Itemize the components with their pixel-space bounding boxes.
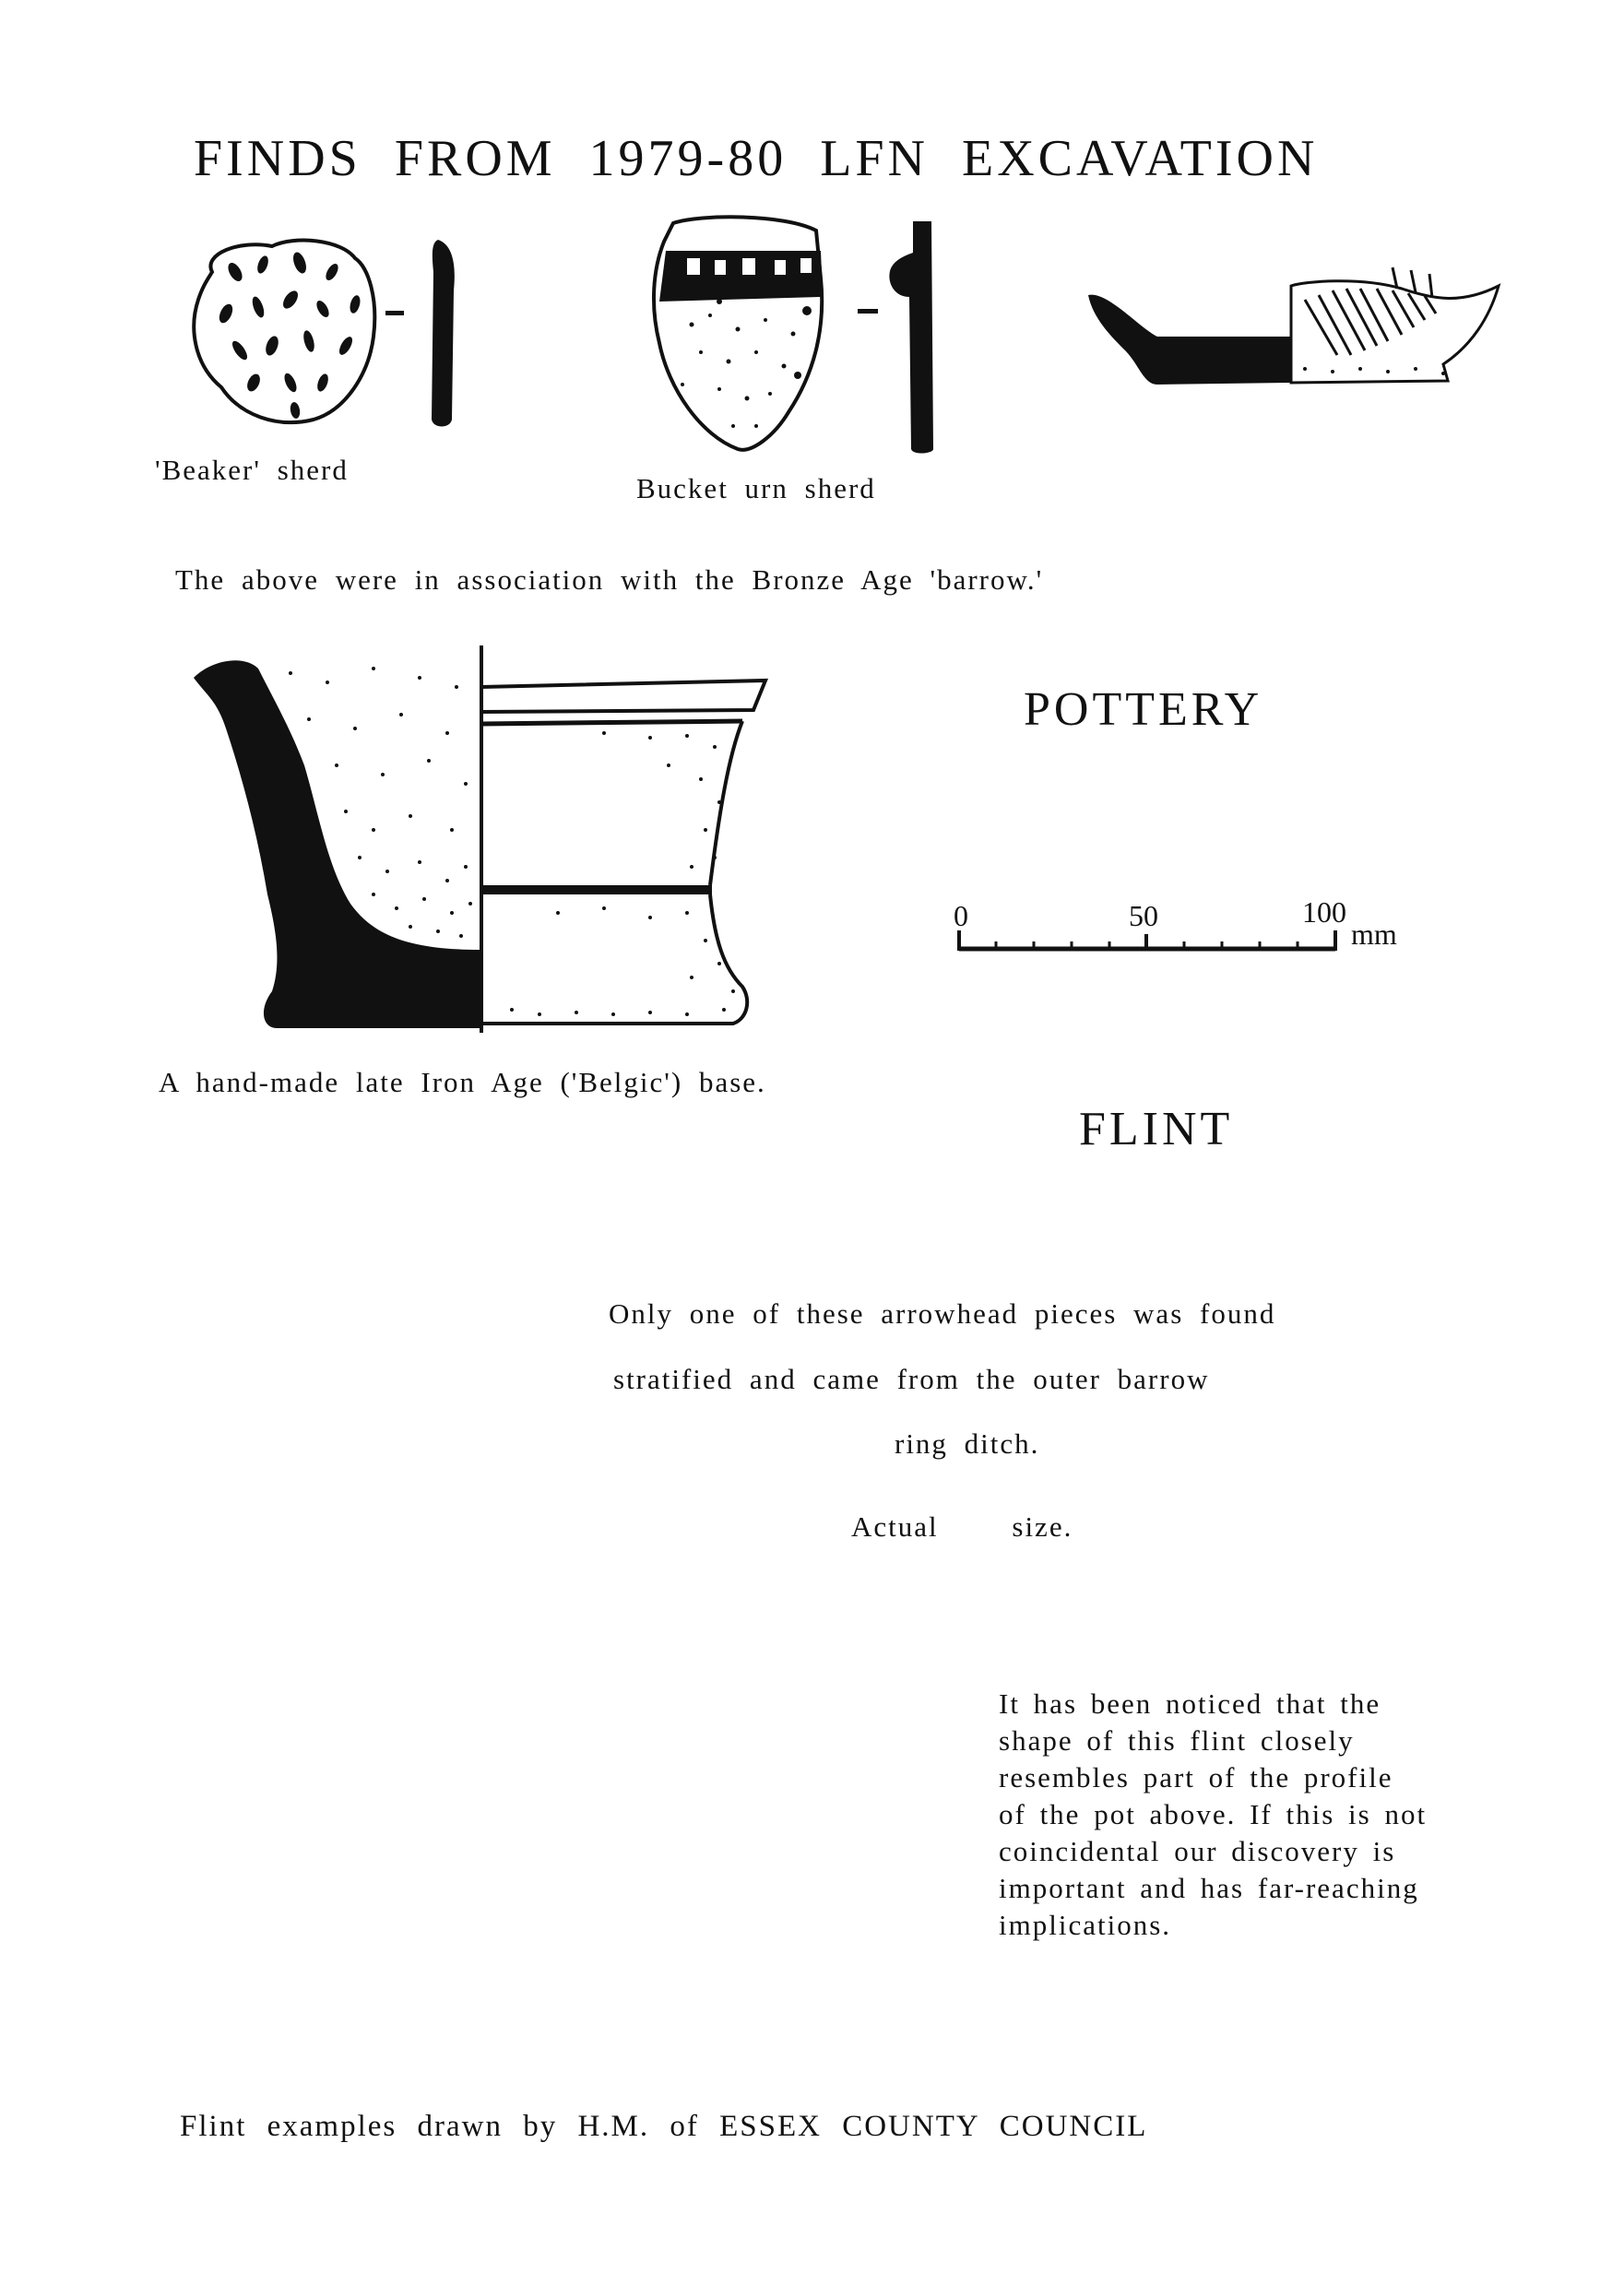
base-fragment-drawing [1084,263,1508,401]
bucket-urn-sherd-drawing [636,214,968,463]
scale-tick-label: 50 [1129,899,1158,932]
scale-tick-label: 100 [1302,895,1346,929]
iron-age-base-caption: A hand-made late Iron Age ('Belgic') base. [159,1066,766,1098]
association-caption: The above were in association with the Bronze Age 'barrow.' [175,563,1044,596]
beaker-sherd-drawing [184,235,498,433]
note-line: It has been noticed that the [999,1687,1381,1720]
beaker-sherd-caption: 'Beaker' sherd [155,454,349,486]
flint-text-line: Only one of these arrowhead pieces was found [609,1297,1276,1330]
note-line: implications. [999,1909,1172,1941]
credit-line: Flint examples drawn by H.M. of ESSEX COUNTY COUNCIL [180,2110,1148,2143]
pottery-heading: POTTERY [1024,683,1263,736]
note-line: resembles part of the profile [999,1761,1393,1794]
iron-age-base-drawing [189,645,779,1033]
scale-unit: mm [1351,917,1397,951]
flint-heading: FLINT [1079,1103,1234,1155]
note-line: of the pot above. If this is not [999,1798,1428,1830]
note-line: shape of this flint closely [999,1724,1355,1757]
note-line: important and has far-reaching [999,1872,1419,1904]
scale-tick-label: 0 [954,899,968,932]
page-title: FINDS FROM 1979-80 LFN EXCAVATION [194,130,1319,187]
flint-note [999,1686,1427,1944]
bucket-urn-caption: Bucket urn sherd [636,472,876,504]
flint-text-line: ring ditch. [895,1427,1040,1460]
note-line: coincidental our discovery is [999,1835,1396,1867]
actual-size-label: Actual size. [851,1510,1073,1543]
scale-bar [950,895,1429,964]
flint-text-line: stratified and came from the outer barrow [613,1363,1210,1395]
